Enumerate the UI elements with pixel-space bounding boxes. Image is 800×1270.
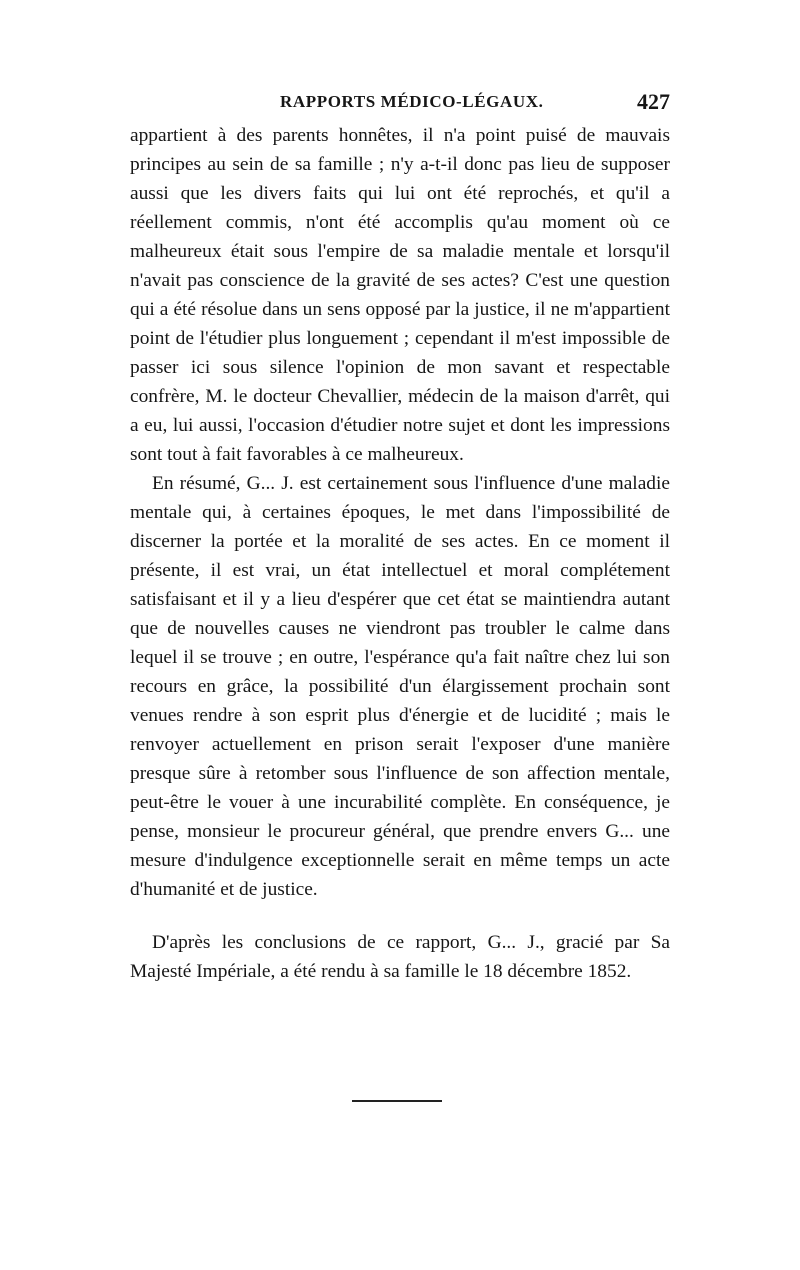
running-title: RAPPORTS MÉDICO-LÉGAUX. bbox=[280, 92, 544, 111]
paragraph-continuation: appartient à des parents honnêtes, il n'a point puisé de mauvais principes au sein de sa famille ; n'y a-t-il donc pas lieu de supposer aussi que les divers faits qui lui ont été reprochés, et qu'il a réellement commis, n'ont été accomplis qu'au moment où ce malheureux était sous l'empire de sa maladie mentale et lorsqu'il n'avait pas conscience de la gravité de ses actes? C'est une question qui a été résolue dans un sens opposé par la justice, il ne m'appartient point de l'étudier plus longuement ; cependant il m'est impossible de passer ici sous silence l'opinion de mon savant et respectable confrère, M. le docteur Chevallier, médecin de la maison d'arrêt, qui a eu, lui aussi, l'occasion d'étudier notre sujet et dont les impressions sont tout à fait favorables à ce malheureux. bbox=[130, 125, 670, 465]
paragraph-summary: En résumé, G... J. est certainement sous l'influence d'une maladie mentale qui, à certaines époques, le met dans l'impossibilité de discerner la portée et la moralité de ses actes. En ce moment il présente, il est vrai, un état intellectuel et moral complétement satisfaisant et il y a lieu d'espérer que cet état se maintiendra autant que de nouvelles causes ne viendront pas troubler le calme dans lequel il se trouve ; en outre, l'espérance qu'a fait naître chez lui son recours en grâce, la possibilité d'un élargissement prochain sont venues rendre à son esprit plus d'énergie et de lucidité ; mais le renvoyer actuellement en prison serait l'exposer d'une manière presque sûre à retomber sous l'influence de son affection mentale, peut-être le vouer à une incurabilité complète. En conséquence, je pense, monsieur le procureur général, que prendre envers G... une mesure d'indulgence exceptionnelle serait en même temps un acte d'humanité et de justice. bbox=[130, 473, 670, 900]
section-end-rule bbox=[352, 1100, 442, 1102]
body-text bbox=[130, 121, 670, 986]
paragraph-conclusion: D'après les conclusions de ce rapport, G... J., gracié par Sa Majesté Impériale, a été rendu à sa famille le 18 décembre 1852. bbox=[130, 932, 670, 982]
running-head bbox=[130, 89, 670, 118]
page-number: 427 bbox=[637, 89, 670, 114]
